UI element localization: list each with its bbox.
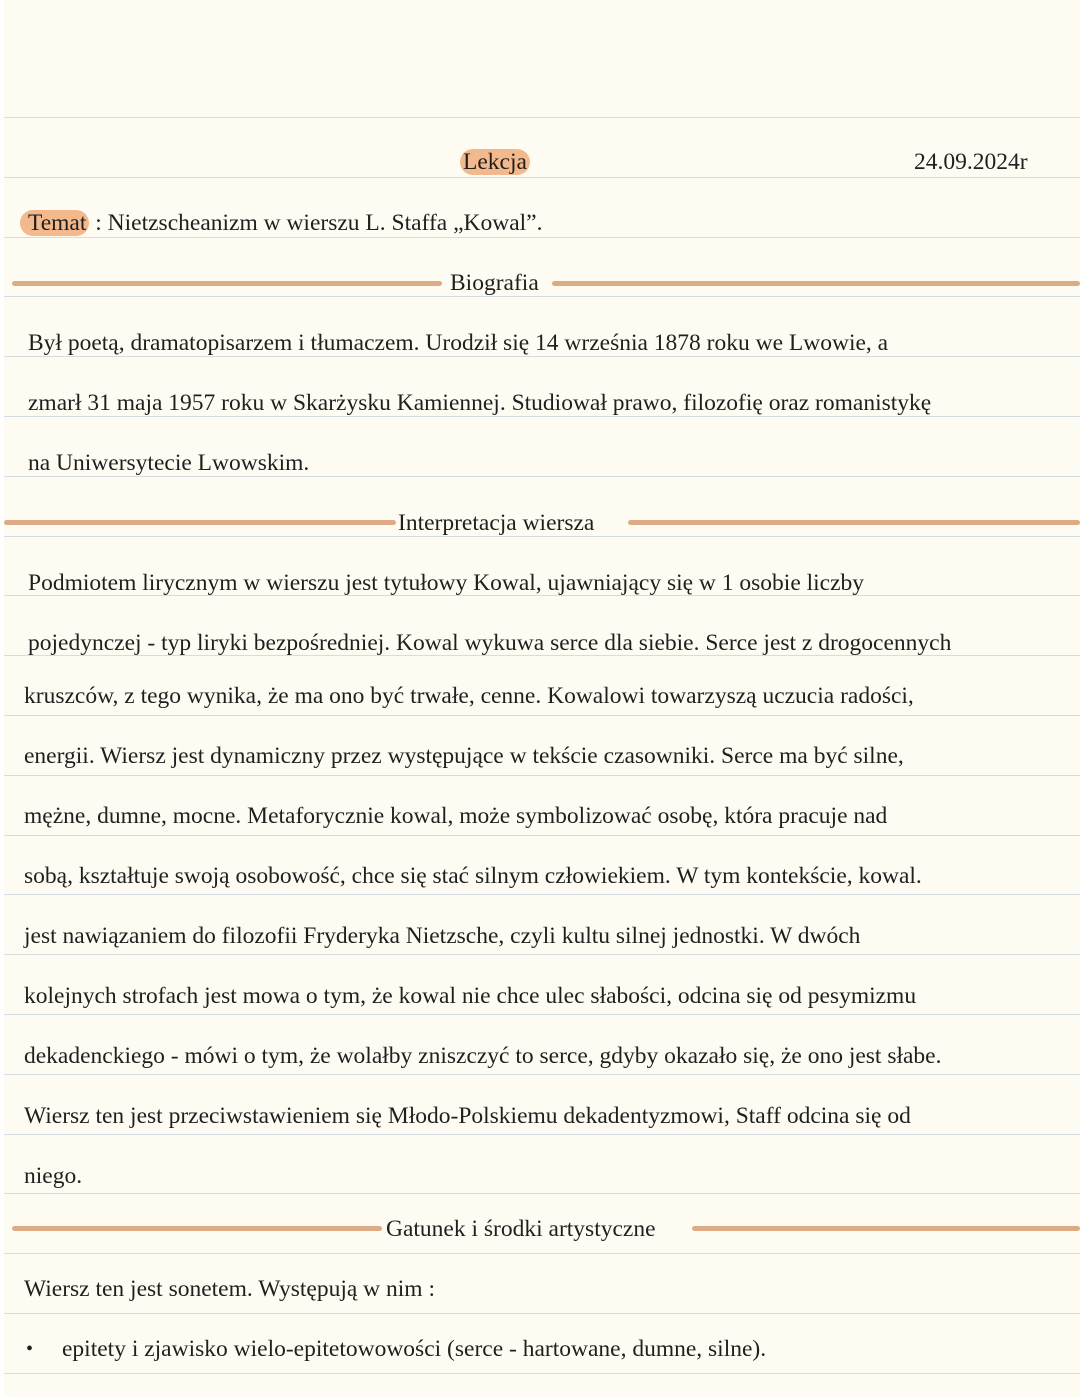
ruled-line	[4, 1193, 1080, 1194]
topic-line	[20, 208, 542, 238]
ruled-line	[4, 775, 1080, 776]
interpretation-line: Podmiotem lirycznym w wierszu jest tytułowy Kowal, ujawniający się w 1 osobie liczby	[28, 570, 865, 596]
genre-heading: Gatunek i środki artystyczne	[386, 1216, 656, 1242]
interpretation-line: kolejnych strofach jest mowa o tym, że kowal nie chce ulec słabości, odcina się od pesymizmu	[24, 983, 917, 1009]
ruled-line	[4, 117, 1080, 118]
interpretation-line: mężne, dumne, mocne. Metaforycznie kowal, może symbolizować osobę, która pracuje nad	[24, 803, 888, 829]
interpretation-heading: Interpretacja wiersza	[398, 510, 595, 536]
interpretation-divider-right	[628, 520, 1080, 525]
interpretation-line: pojedynczej - typ liryki bezpośredniej. Kowal wykuwa serce dla siebie. Serce jest z drogocennych	[28, 630, 952, 656]
lesson-title-highlight: Lekcja	[460, 149, 530, 175]
interpretation-line: kruszców, z tego wynika, że ma ono być trwałe, cenne. Kowalowi towarzyszą uczucia radości,	[24, 683, 914, 709]
biography-line: na Uniwersytecie Lwowskim.	[28, 450, 310, 476]
ruled-line	[4, 177, 1080, 178]
ruled-line	[4, 1134, 1080, 1135]
interpretation-line: energii. Wiersz jest dynamiczny przez występujące w tekście czasowniki. Serce ma być silne,	[24, 743, 904, 769]
bullet-icon: •	[26, 1338, 34, 1360]
genre-divider-right	[692, 1226, 1080, 1231]
interpretation-line: sobą, kształtuje swoją osobowość, chce się stać silnym człowiekiem. W tym kontekście, kowal.	[24, 863, 922, 889]
lesson-date: 24.09.2024r	[914, 149, 1028, 175]
ruled-line	[4, 1313, 1080, 1314]
ruled-line	[4, 894, 1080, 895]
biography-line: Był poetą, dramatopisarzem i tłumaczem. Urodził się 14 września 1878 roku we Lwowie, a	[28, 330, 889, 356]
topic-label: Temat	[20, 210, 89, 236]
ruled-line	[4, 1373, 1080, 1374]
biography-line: zmarł 31 maja 1957 roku w Skarżysku Kamiennej. Studiował prawo, filozofię oraz romanistykę	[28, 390, 932, 416]
genre-bullet-item: epitety i zjawisko wielo-epitetowowości (serce - hartowane, dumne, silne).	[62, 1336, 767, 1362]
interpretation-line: niego.	[24, 1163, 83, 1189]
ruled-line	[4, 835, 1080, 836]
topic-text: : Nietzscheanizm w wierszu L. Staffa „Kowal”.	[89, 210, 543, 236]
notebook-page	[4, 0, 1080, 1397]
genre-intro: Wiersz ten jest sonetem. Występują w nim :	[24, 1276, 435, 1302]
biography-heading: Biografia	[450, 270, 539, 296]
interpretation-line: jest nawiązaniem do filozofii Fryderyka Nietzsche, czyli kultu silnej jednostki. W dwóch	[24, 923, 861, 949]
genre-divider-left	[12, 1226, 382, 1231]
ruled-line	[4, 715, 1080, 716]
ruled-line	[4, 1253, 1080, 1254]
biography-divider-left	[12, 281, 442, 286]
interpretation-line: dekadenckiego - mówi o tym, że wolałby zniszczyć to serce, gdyby okazało się, że ono jest słabe.	[24, 1043, 942, 1069]
interpretation-divider-left	[4, 520, 396, 525]
interpretation-line: Wiersz ten jest przeciwstawieniem się Młodo-Polskiemu dekadentyzmowi, Staff odcina się od	[24, 1103, 911, 1129]
lesson-title	[460, 147, 530, 177]
biography-divider-right	[552, 281, 1080, 286]
ruled-line	[4, 954, 1080, 955]
ruled-line	[4, 1014, 1080, 1015]
ruled-line	[4, 1074, 1080, 1075]
